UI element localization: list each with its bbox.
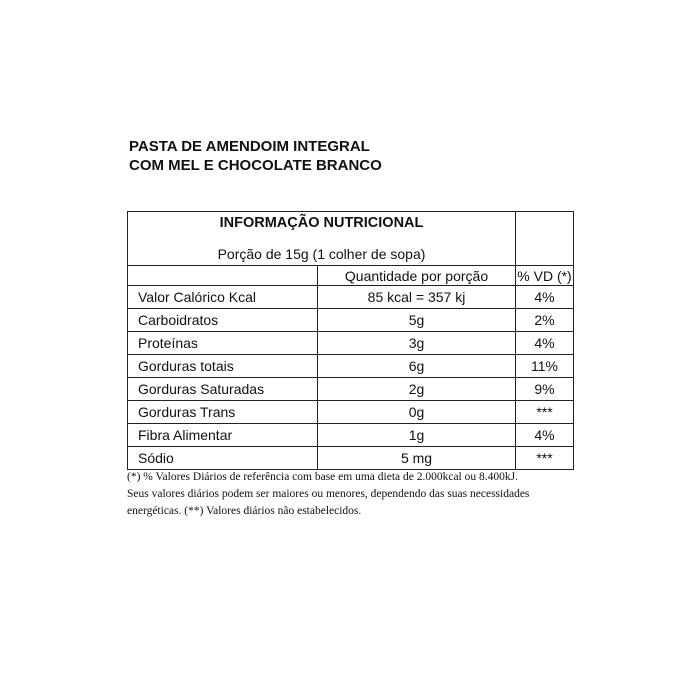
nutrition-header-blank: [516, 212, 574, 266]
nutrient-name: Gorduras Trans: [128, 401, 318, 424]
nutrient-name: Gorduras Saturadas: [128, 378, 318, 401]
nutrition-header: [128, 212, 516, 266]
nutrient-vd: 11%: [516, 355, 574, 378]
nutrient-quantity: 6g: [318, 355, 516, 378]
nutrient-vd: ***: [516, 447, 574, 470]
nutrient-name: Sódio: [128, 447, 318, 470]
nutrient-vd: 2%: [516, 309, 574, 332]
nutrition-heading: INFORMAÇÃO NUTRICIONAL: [219, 215, 424, 231]
nutrient-quantity: 5g: [318, 309, 516, 332]
nutrient-name: Carboidratos: [128, 309, 318, 332]
table-row: [128, 332, 574, 355]
table-row: [128, 378, 574, 401]
nutrition-facts-table: [127, 211, 574, 470]
table-row: [128, 286, 574, 309]
nutrient-quantity: 5 mg: [318, 447, 516, 470]
nutrient-quantity: 3g: [318, 332, 516, 355]
footnote: [127, 469, 577, 520]
nutrient-vd: 4%: [516, 424, 574, 447]
nutrient-quantity: 2g: [318, 378, 516, 401]
product-title-line-2: COM MEL E CHOCOLATE BRANCO: [129, 157, 382, 174]
table-row: [128, 309, 574, 332]
nutrient-name: Gorduras totais: [128, 355, 318, 378]
product-title-line-1: PASTA DE AMENDOIM INTEGRAL: [129, 138, 370, 155]
column-header-vd: % VD (*): [517, 267, 572, 284]
footnote-line-3: energéticas. (**) Valores diários não estabelecidos.: [127, 505, 362, 517]
nutrient-name: Fibra Alimentar: [128, 424, 318, 447]
nutrient-name: Proteínas: [128, 332, 318, 355]
nutrient-vd: ***: [516, 401, 574, 424]
nutrient-vd: 4%: [516, 332, 574, 355]
table-row: [128, 447, 574, 470]
product-title: [129, 137, 382, 175]
footnote-line-1: (*) % Valores Diários de referência com base em uma dieta de 2.000kcal ou 8.400kJ.: [127, 471, 518, 483]
column-header-quantity: Quantidade por porção: [318, 266, 516, 286]
nutrient-quantity: 0g: [318, 401, 516, 424]
nutrient-quantity: 1g: [318, 424, 516, 447]
nutrient-quantity: 85 kcal = 357 kj: [318, 286, 516, 309]
column-header-nutrient: [128, 266, 318, 286]
nutrient-vd: 9%: [516, 378, 574, 401]
table-row: [128, 355, 574, 378]
portion-size: Porção de 15g (1 colher de sopa): [217, 246, 426, 262]
nutrient-vd: 4%: [516, 286, 574, 309]
nutrient-name: Valor Calórico Kcal: [128, 286, 318, 309]
table-row: [128, 401, 574, 424]
footnote-line-2: Seus valores diários podem ser maiores ou menores, dependendo das suas necessidades: [127, 488, 530, 500]
table-row: [128, 424, 574, 447]
